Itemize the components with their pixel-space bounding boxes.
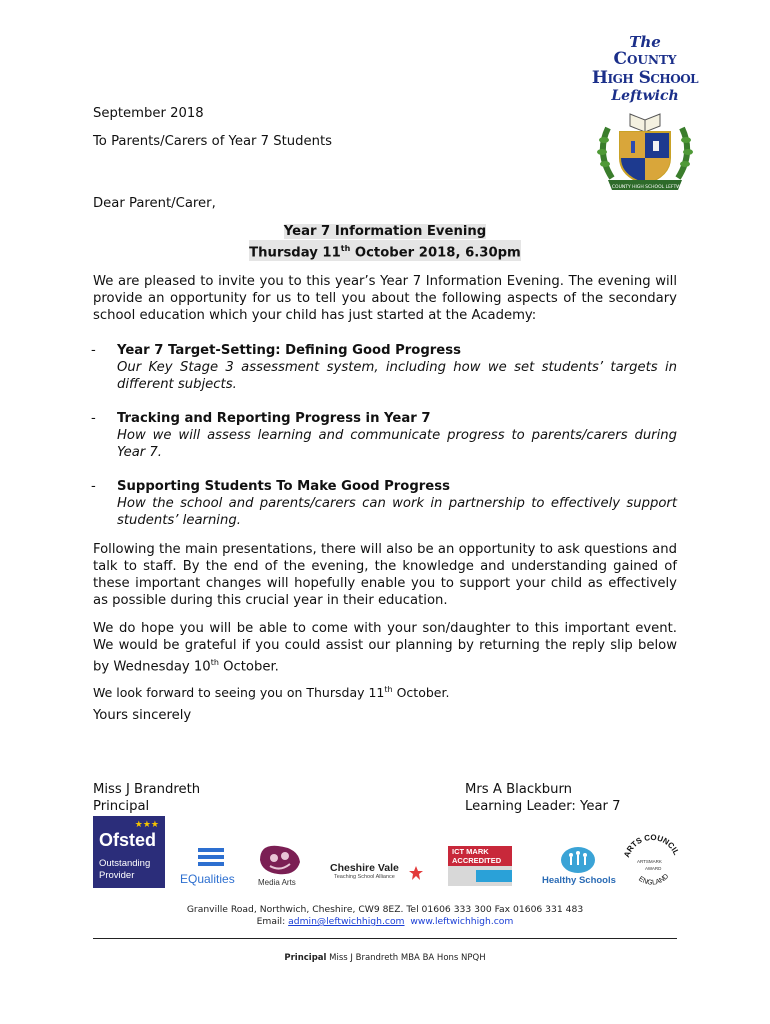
ofsted-logo <box>93 816 165 888</box>
cheshire-vale-title: Cheshire Vale <box>330 862 399 874</box>
reply-paragraph <box>93 620 677 675</box>
school-name-block <box>580 34 710 104</box>
bullet-dash: - <box>91 411 96 426</box>
letter-salutation: Dear Parent/Carer, <box>93 196 216 211</box>
healthy-schools-logo <box>540 846 616 888</box>
media-arts-logo <box>252 842 308 890</box>
letter-recipients: To Parents/Carers of Year 7 Students <box>93 134 332 149</box>
footer-contact <box>93 916 677 928</box>
signatory-learning-leader <box>465 781 621 815</box>
equalities-logo <box>178 846 238 888</box>
event-date-sup: th <box>340 244 351 253</box>
cheshire-vale-sub: Teaching School Alliance <box>334 874 395 880</box>
artsmark-line2: AWARD <box>645 866 662 871</box>
reply-sup: th <box>210 658 219 667</box>
equalities-icon <box>178 846 238 872</box>
arts-council-bottom-text: ENGLAND <box>637 873 671 887</box>
svg-text:THE COUNTY HIGH SCHOOL LEFTWIC: THE COUNTY HIGH SCHOOL LEFTWICH <box>601 185 689 190</box>
look-forward-paragraph <box>93 681 449 701</box>
look-forward-pre: We look forward to seeing you on Thursday 11 <box>93 685 385 701</box>
school-name-high-school: High School <box>591 68 699 88</box>
footer-principal-label: Principal <box>284 953 327 963</box>
svg-text:ARTS COUNCIL <box>622 833 681 859</box>
artsmark-line1: ARTSMARK <box>637 859 662 864</box>
signatory-role: Principal <box>93 799 150 814</box>
bullet-text: How the school and parents/carers can work in partnership to effectively support students’ learning. <box>117 496 677 528</box>
footer-principal <box>93 952 677 964</box>
media-arts-text: Media Arts <box>258 878 296 887</box>
svg-text:ENGLAND <box>637 873 670 887</box>
ict-mark-line1: ICT MARK <box>452 847 489 856</box>
school-name-county: County <box>613 49 677 69</box>
ofsted-stars-icon: ★★★ <box>134 819 159 829</box>
ofsted-title: Ofsted <box>99 830 157 850</box>
arts-council-logo <box>620 832 684 892</box>
equalities-text: EQualities <box>180 872 235 886</box>
footer-email-label: Email: <box>256 916 289 927</box>
healthy-schools-icon <box>558 846 598 874</box>
bullet-heading: Year 7 Target-Setting: Defining Good Progress <box>117 343 461 358</box>
presentations-paragraph: Following the main presentations, there will also be an opportunity to ask questions and talk to staff. By the end of the evening, the knowledge and understanding gained of these important changes will hopefully enable you to support your child as effectively as possible during this crucial year in their education. <box>93 542 677 608</box>
bullet-heading: Supporting Students To Make Good Progress <box>117 479 450 494</box>
closing: Yours sincerely <box>93 708 192 723</box>
look-forward-post: October. <box>392 685 450 701</box>
signatory-name: Mrs A Blackburn <box>465 782 573 797</box>
event-date-pre: Thursday 11 <box>249 245 341 261</box>
footer-divider <box>93 938 677 939</box>
signatory-role: Learning Leader: Year 7 <box>465 799 621 814</box>
school-crest-icon <box>590 108 700 196</box>
letter-date: September 2018 <box>93 106 204 121</box>
cheshire-vale-logo <box>328 862 424 886</box>
healthy-schools-text: Healthy Schools <box>542 875 616 886</box>
signatory-principal <box>93 781 200 815</box>
ict-mark-line2: ACCREDITED <box>452 856 502 865</box>
event-title-line1: Year 7 Information Evening <box>283 224 487 239</box>
footer-principal-name: Miss J Brandreth MBA BA Hons NPQH <box>326 953 486 963</box>
school-name-the: The <box>629 33 661 51</box>
bullet-dash: - <box>91 479 96 494</box>
signatory-name: Miss J Brandreth <box>93 782 201 797</box>
footer-email-link[interactable]: admin@leftwichhigh.com <box>288 916 405 927</box>
intro-paragraph: We are pleased to invite you to this year’s Year 7 Information Evening. The evening will provide an opportunity for us to tell you about the following aspects of the secondary school education which your child has just started at the Academy: <box>93 274 677 323</box>
event-title-line2 <box>249 240 521 261</box>
bullet-heading: Tracking and Reporting Progress in Year 7 <box>117 411 431 426</box>
bullet-text: How we will assess learning and communicate progress to parents/carers during Year 7. <box>117 428 677 460</box>
ict-mark-logo <box>448 846 512 886</box>
footer-website-link[interactable]: www.leftwichhigh.com <box>410 916 514 927</box>
ict-mark-stripe <box>476 870 512 882</box>
bullet-text: Our Key Stage 3 assessment system, including how we set students’ targets in different subjects. <box>117 360 677 392</box>
event-title <box>93 223 677 261</box>
ofsted-line1: Outstanding <box>99 858 151 869</box>
reply-text-pre: We do hope you will be able to come with your son/daughter to this important event. We would be grateful if you could assist our planning by returning the reply slip below by Wednesday 10 <box>93 621 677 675</box>
look-forward-sup: th <box>384 685 393 694</box>
bullet-dash: - <box>91 343 96 358</box>
footer-address: Granville Road, Northwich, Cheshire, CW9 8EZ. Tel 01606 333 300 Fax 01606 331 483 <box>186 904 584 915</box>
school-name-leftwich: Leftwich <box>611 88 679 104</box>
media-arts-icon <box>252 842 308 878</box>
ofsted-line2: Provider <box>99 870 135 881</box>
arts-council-top-text: ARTS COUNCIL <box>622 832 681 859</box>
star-icon <box>408 865 424 881</box>
event-date-post: October 2018, 6.30pm <box>350 245 521 261</box>
reply-text-post: October. <box>218 659 279 675</box>
